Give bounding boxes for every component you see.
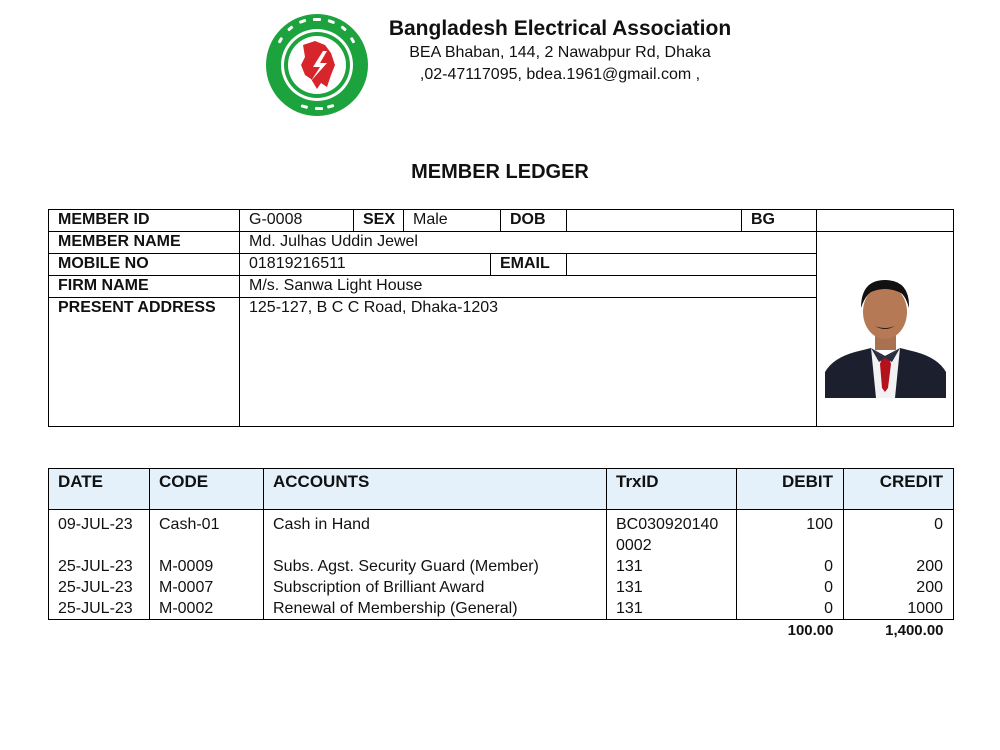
col-credit: CREDIT bbox=[844, 469, 954, 510]
table-row bbox=[49, 598, 954, 620]
cell-account: Renewal of Membership (General) bbox=[264, 598, 607, 620]
association-logo bbox=[265, 13, 369, 117]
org-contact: ,02-47117095, bdea.1961@gmail.com , bbox=[419, 66, 701, 83]
label-dob: DOB bbox=[501, 210, 567, 232]
total-debit: 100.00 bbox=[787, 622, 834, 639]
org-address: BEA Bhaban, 144, 2 Nawabpur Rd, Dhaka bbox=[409, 44, 711, 61]
value-member-id: G-0008 bbox=[240, 210, 354, 232]
totals-row bbox=[49, 620, 954, 642]
cell-credit: 200 bbox=[844, 556, 954, 577]
table-row bbox=[49, 577, 954, 598]
cell-code: Cash-01 bbox=[150, 510, 264, 557]
value-bg bbox=[817, 210, 954, 232]
cell-debit: 100 bbox=[737, 510, 844, 557]
ledger-header-row bbox=[49, 469, 954, 510]
cell-credit: 200 bbox=[844, 577, 954, 598]
cell-date: 25-JUL-23 bbox=[49, 577, 150, 598]
cell-date: 25-JUL-23 bbox=[49, 556, 150, 577]
cell-trxid: 131 bbox=[607, 556, 737, 577]
org-header bbox=[360, 16, 760, 86]
member-photo bbox=[825, 260, 946, 398]
cell-debit: 0 bbox=[737, 556, 844, 577]
label-firm-name: FIRM NAME bbox=[49, 276, 240, 298]
col-debit: DEBIT bbox=[737, 469, 844, 510]
total-credit: 1,400.00 bbox=[885, 622, 944, 639]
cell-account: Cash in Hand bbox=[264, 510, 607, 557]
cell-trxid: BC0309201400002 bbox=[607, 510, 737, 557]
ledger-table bbox=[48, 468, 954, 641]
value-mobile: 01819216511 bbox=[240, 254, 491, 276]
cell-code: M-0007 bbox=[150, 577, 264, 598]
cell-trxid: 131 bbox=[607, 577, 737, 598]
page-title: MEMBER LEDGER bbox=[411, 161, 589, 183]
value-sex: Male bbox=[404, 210, 501, 232]
value-firm-name: M/s. Sanwa Light House bbox=[240, 276, 817, 298]
cell-trxid: 131 bbox=[607, 598, 737, 620]
cell-credit: 1000 bbox=[844, 598, 954, 620]
cell-date: 25-JUL-23 bbox=[49, 598, 150, 620]
label-sex: SEX bbox=[354, 210, 404, 232]
cell-code: M-0002 bbox=[150, 598, 264, 620]
value-member-name: Md. Julhas Uddin Jewel bbox=[240, 232, 817, 254]
col-date: DATE bbox=[49, 469, 150, 510]
col-code: CODE bbox=[150, 469, 264, 510]
cell-credit: 0 bbox=[844, 510, 954, 557]
value-dob bbox=[567, 210, 742, 232]
label-bg: BG bbox=[742, 210, 817, 232]
label-email: EMAIL bbox=[491, 254, 567, 276]
photo-cell bbox=[817, 232, 954, 427]
value-email bbox=[567, 254, 817, 276]
label-member-id: MEMBER ID bbox=[49, 210, 240, 232]
label-mobile: MOBILE NO bbox=[49, 254, 240, 276]
cell-debit: 0 bbox=[737, 598, 844, 620]
col-trxid: TrxID bbox=[607, 469, 737, 510]
cell-debit: 0 bbox=[737, 577, 844, 598]
table-row bbox=[49, 556, 954, 577]
col-accounts: ACCOUNTS bbox=[264, 469, 607, 510]
label-member-name: MEMBER NAME bbox=[49, 232, 240, 254]
cell-date: 09-JUL-23 bbox=[49, 510, 150, 557]
table-row bbox=[49, 510, 954, 557]
cell-account: Subscription of Brilliant Award bbox=[264, 577, 607, 598]
value-present-address: 125-127, B C C Road, Dhaka-1203 bbox=[240, 298, 817, 427]
cell-account: Subs. Agst. Security Guard (Member) bbox=[264, 556, 607, 577]
member-info-table bbox=[48, 209, 954, 427]
org-name: Bangladesh Electrical Association bbox=[388, 17, 732, 40]
label-present-address: PRESENT ADDRESS bbox=[49, 298, 240, 427]
cell-code: M-0009 bbox=[150, 556, 264, 577]
